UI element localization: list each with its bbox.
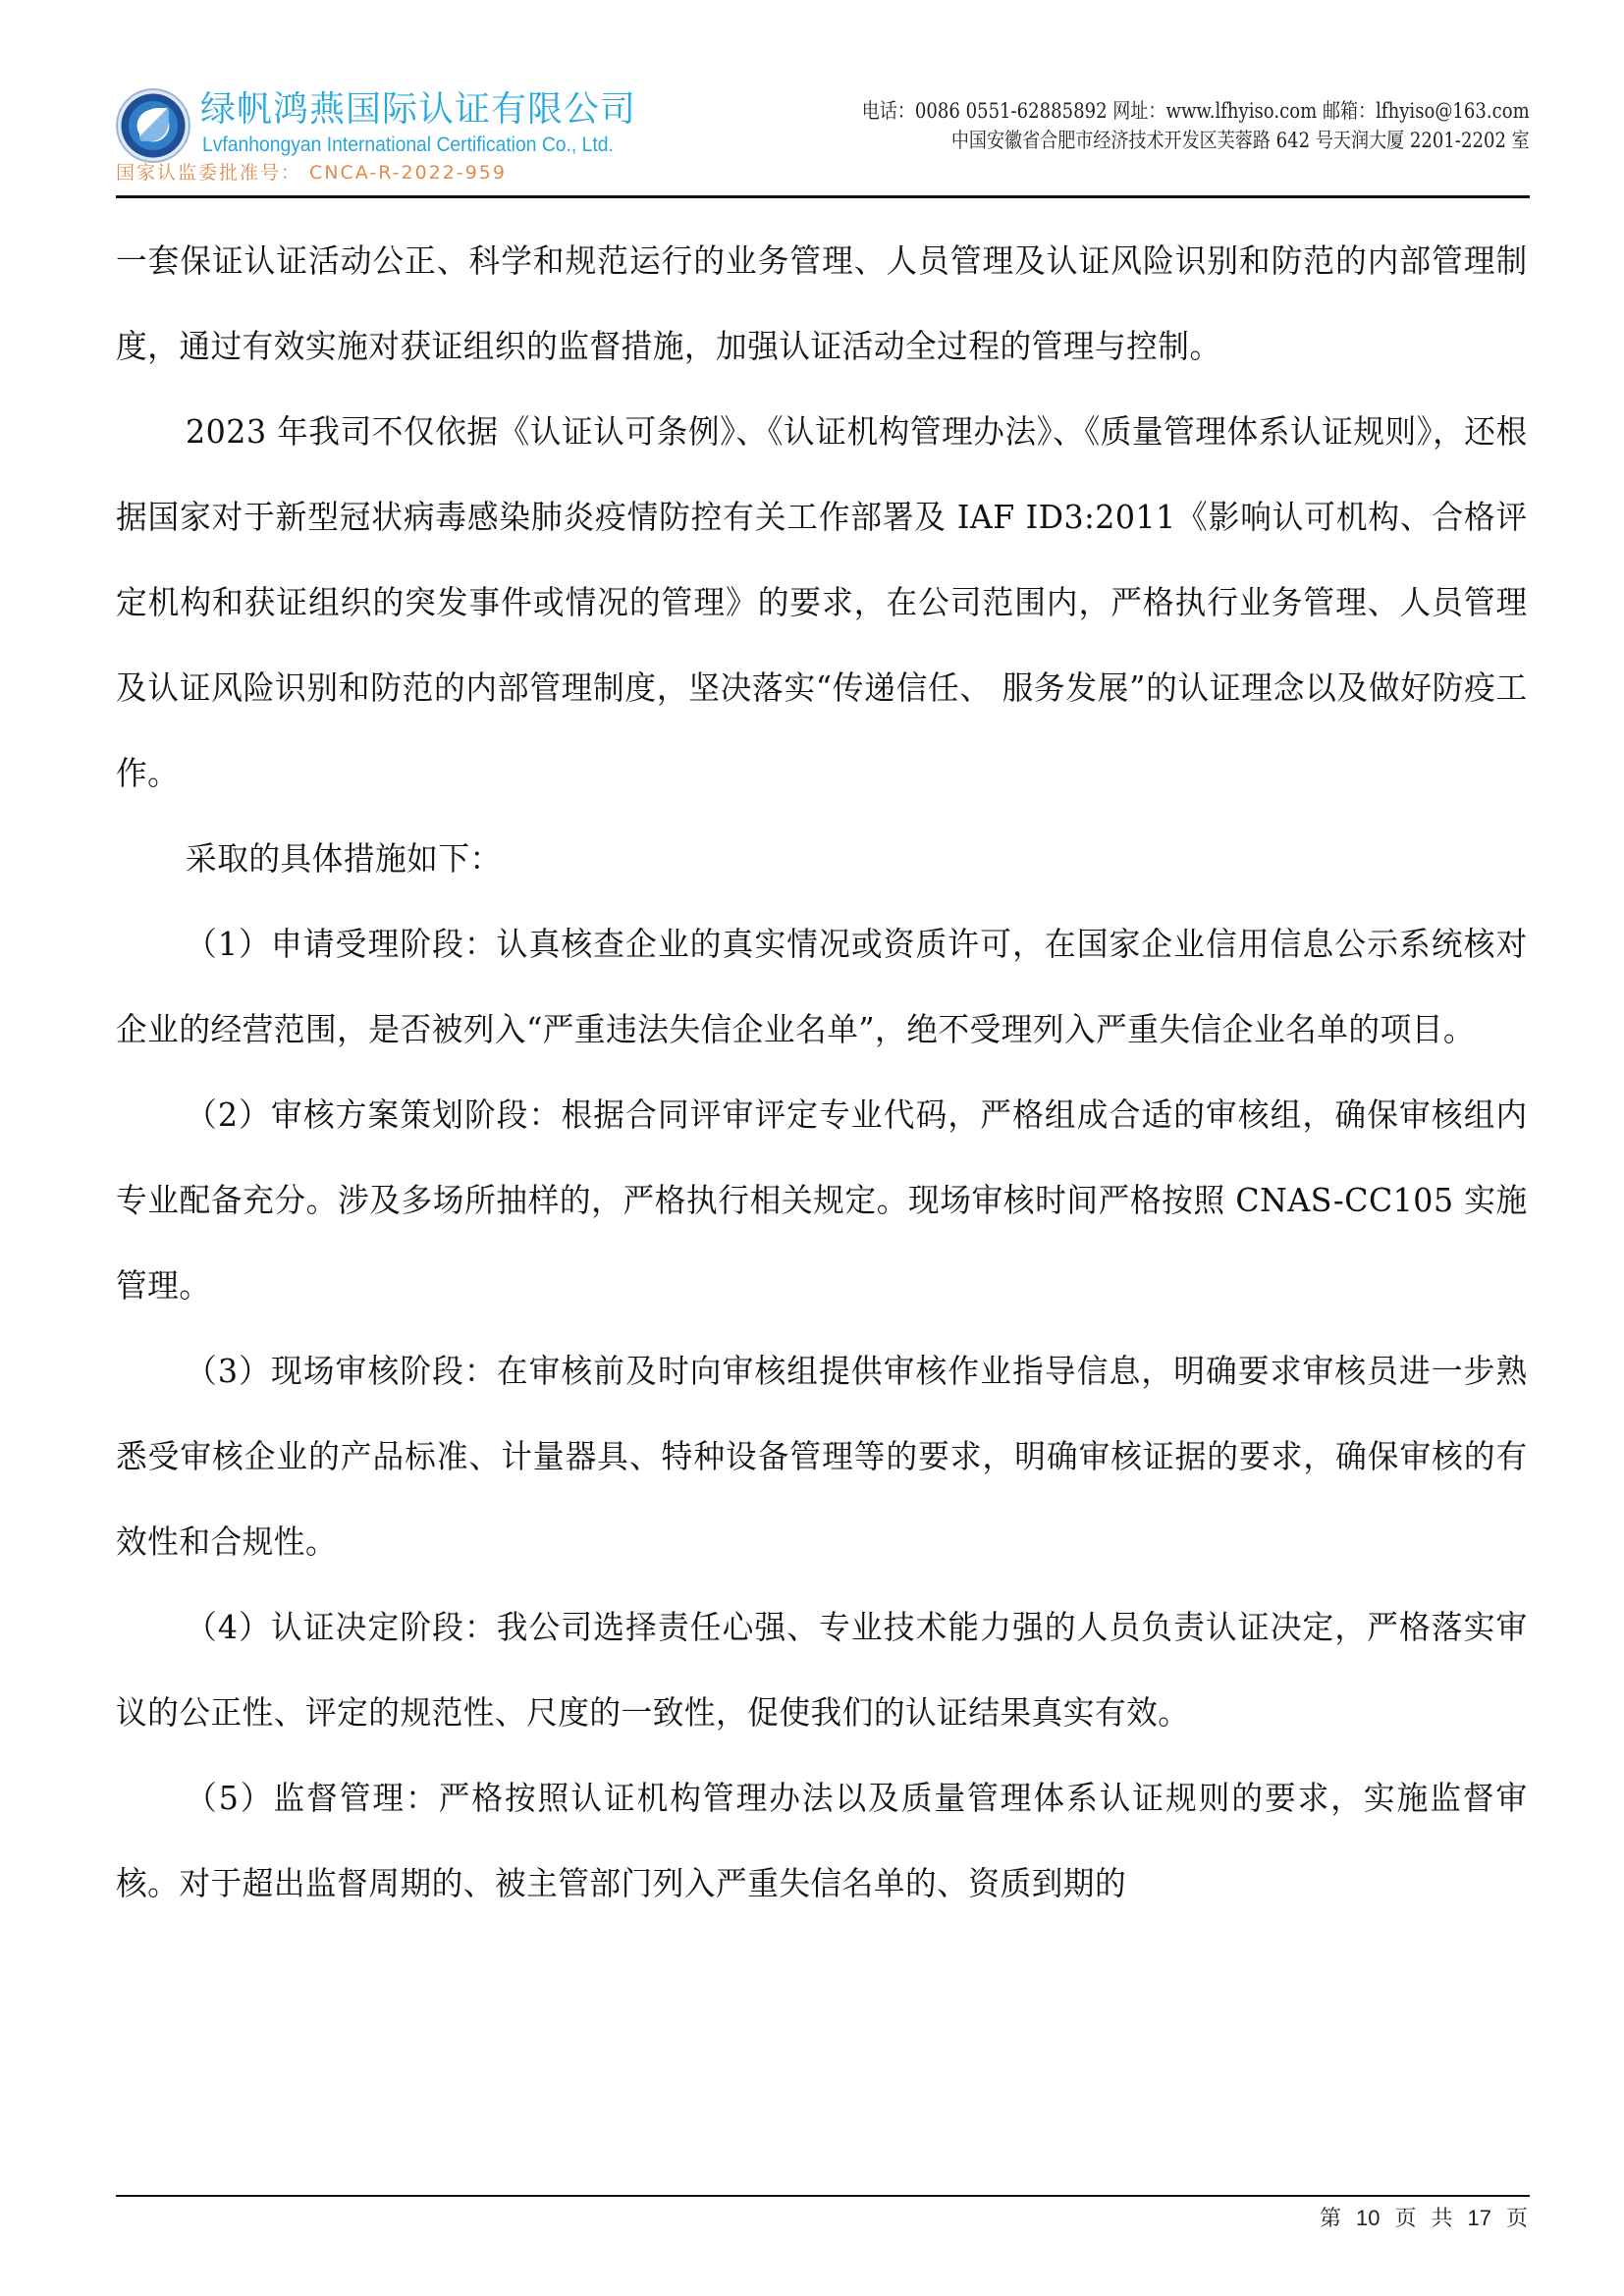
company-name-en: Lvfanhongyan International Certification Co., Ltd. xyxy=(202,133,614,156)
company-emblem-icon xyxy=(116,88,190,163)
page-suffix: 页 xyxy=(1505,2207,1528,2231)
footer-divider xyxy=(116,2195,1530,2197)
contact-info xyxy=(862,96,1530,155)
contact-address: 中国安徽省合肥市经济技术开发区芙蓉路 642 号天润大厦 2201-2202 室 xyxy=(951,129,1530,152)
company-name-cn: 绿帆鸿燕国际认证有限公司 xyxy=(200,89,637,130)
paragraph-2023-basis: 2023 年我司不仅依据《认证认可条例》、《认证机构管理办法》、《质量管理体系认证规则》，还根据国家对于新型冠状病毒感染肺炎疫情防控有关工作部署及 IAF ID3:2011《影响认可机构、合格评定机构和获证组织的突发事件或情况的管理》的要求，在公司范围内，严格执行业务管理、人员管理及认证风险识别和防范的内部管理制度，坚决落实“传递信任、 服务发展”的认证理念以及做好防疫工作。 xyxy=(116,412,1528,792)
contact-phone-web-email: 电话：0086 0551-62885892 网址：www.lfhyiso.com 邮箱：lfhyiso@163.com xyxy=(861,99,1530,123)
paragraph-measures-intro: 采取的具体措施如下： xyxy=(186,839,502,878)
total-pages: 17 xyxy=(1467,2206,1491,2230)
paragraph-measure-2: （2）审核方案策划阶段：根据合同评审评定专业代码，严格组成合适的审核组，确保审核组内专业配备充分。涉及多场所抽样的，严格执行相关规定。现场审核时间严格按照 CNAS-CC105 实施管理。 xyxy=(116,1095,1528,1305)
paragraph-measure-4: （4）认证决定阶段：我公司选择责任心强、专业技术能力强的人员负责认证决定，严格落实审议的公正性、评定的规范性、尺度的一致性，促使我们的认证结果真实有效。 xyxy=(116,1608,1528,1732)
paragraph-measure-1: （1）申请受理阶段：认真核查企业的真实情况或资质许可，在国家企业信用信息公示系统核对企业的经营范围，是否被列入“严重违法失信企业名单”，绝不受理列入严重失信企业名单的项目。 xyxy=(116,925,1528,1048)
document-body xyxy=(116,218,1530,1926)
page-prefix: 第 xyxy=(1320,2207,1342,2231)
header-divider xyxy=(116,195,1530,198)
page-mid: 页 共 xyxy=(1394,2207,1453,2231)
paragraph-measure-5: （5）监督管理：严格按照认证机构管理办法以及质量管理体系认证规则的要求，实施监督审核。对于超出监督周期的、被主管部门列入严重失信名单的、资质到期的 xyxy=(116,1779,1528,1902)
approval-number: 国家认监委批准号： CNCA-R-2022-959 xyxy=(116,162,507,184)
page-number xyxy=(1320,2202,1528,2232)
paragraph-measure-3: （3）现场审核阶段：在审核前及时向审核组提供审核作业指导信息，明确要求审核员进一步熟悉受审核企业的产品标准、计量器具、特种设备管理等的要求，明确审核证据的要求，确保审核的有效性和合规性。 xyxy=(116,1352,1528,1561)
current-page: 10 xyxy=(1356,2206,1380,2230)
paragraph-continued: 一套保证认证活动公正、科学和规范运行的业务管理、人员管理及认证风险识别和防范的内部管理制度，通过有效实施对获证组织的监督措施，加强认证活动全过程的管理与控制。 xyxy=(116,241,1528,365)
